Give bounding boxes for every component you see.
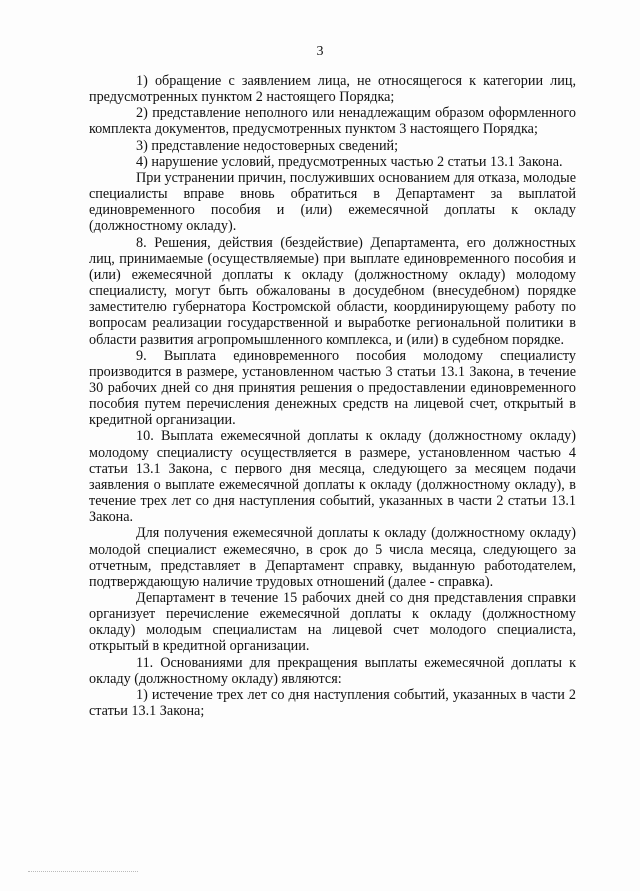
paragraph-item-10: 10. Выплата ежемесячной доплаты к окладу (должностному окладу) молодому специалисту осуществляется в размере, установленном частью 4 статьи 13.1 Закона, с первого дня месяца, следующего за месяцем подачи заявления о выплате ежемесячной доплаты к окладу (должностному окладу), в течение трех лет со дня наступления событий, указанных в части 2 статьи 13.1 Закона.: [89, 428, 576, 526]
paragraph-reason-2: 2) представление неполного или ненадлежащим образом оформленного комплекта документов, предусмотренных пунктом 3 настоящего Порядка;: [89, 105, 576, 138]
paragraph-monthly-certificate: Для получения ежемесячной доплаты к окладу (должностному окладу) молодой специалист ежемесячно, в срок до 5 числа месяца, следующего за отчетным, представляет в Департамент справку, выданную работодателем, подтверждающую наличие трудовых отношений (далее - справка).: [89, 525, 576, 590]
paragraph-item-11: 11. Основаниями для прекращения выплаты ежемесячной доплаты к окладу (должностному окладу) являются:: [89, 654, 576, 687]
paragraph-reapply: При устранении причин, послуживших основанием для отказа, молодые специалисты вправе вновь обратиться в Департамент за выплатой единовременного пособия и (или) ежемесячной доплаты к окладу (должностному окладу).: [89, 169, 576, 235]
paragraph-reason-4: 4) нарушение условий, предусмотренных частью 2 статьи 13.1 Закона.: [136, 153, 563, 170]
paragraph-reason-3: 3) представление недостоверных сведений;: [136, 137, 399, 154]
page-number: 3: [316, 44, 324, 59]
paragraph-termination-reason-1: 1) истечение трех лет со дня наступления событий, указанных в части 2 статьи 13.1 Закона;: [89, 686, 576, 720]
document-body: [89, 73, 576, 719]
paragraph-department-transfer: Департамент в течение 15 рабочих дней со дня представления справки организует перечисление ежемесячной доплаты к окладу (должностному окладу) молодым специалистам на лицевой счет молодого специалиста, открытый в кредитной организации.: [89, 590, 576, 655]
paragraph-item-9: 9. Выплата единовременного пособия молодому специалисту производится в размере, установленном частью 3 статьи 13.1 Закона, в течение 30 рабочих дней со дня принятия решения о предоставлении единовременного пособия путем перечисления денежных средств на лицевой счет, открытый в кредитной организации.: [89, 347, 576, 429]
paragraph-reason-1: 1) обращение с заявлением лица, не относящегося к категории лиц, предусмотренных пунктом 2 настоящего Порядка;: [89, 73, 576, 106]
paragraph-item-8: 8. Решения, действия (бездействие) Департамента, его должностных лиц, принимаемые (осуществляемые) при выплате единовременного пособия и (или) ежемесячной доплаты к окладу (должностному окладу) молодому специалисту, могут быть обжалованы в досудебном (внесудебном) порядке заместителю губернатора Костромской области, координирующему работу по вопросам реализации государственной и выработке региональной политики в области развития агропромышленного комплекса, и (или) в судебном порядке.: [89, 234, 576, 348]
scan-edge-mark: [28, 871, 138, 873]
